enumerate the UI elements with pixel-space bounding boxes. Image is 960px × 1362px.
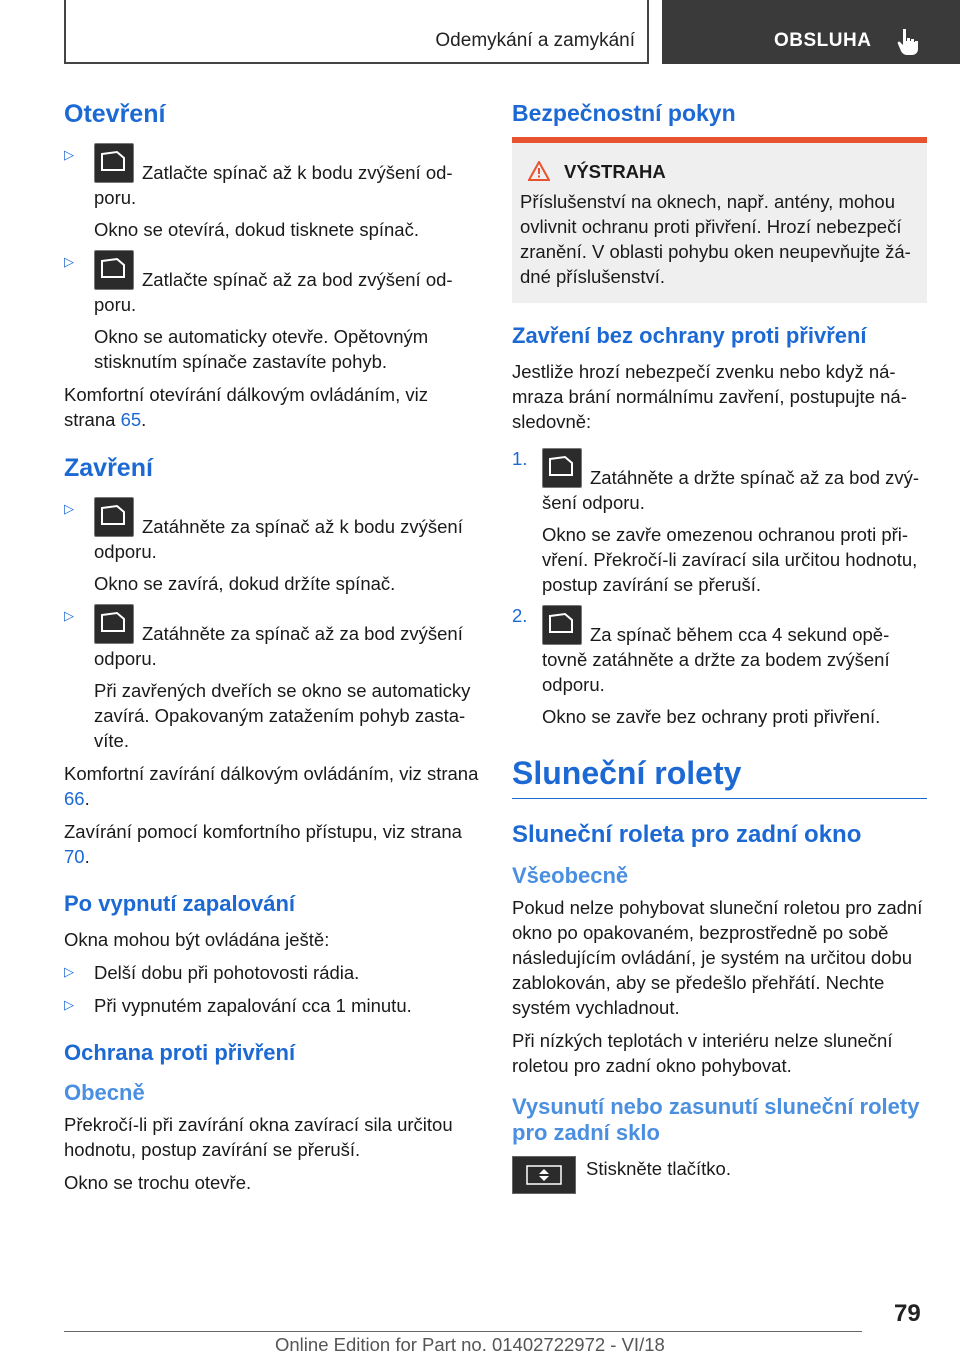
page-link-65[interactable]: 65 <box>120 409 142 430</box>
subheading-general: Obecně <box>64 1080 145 1105</box>
close-remote-text: Komfortní zavírání dálkovým ovládáním, viz strana <box>64 763 479 784</box>
subheading-general-blind: Všeobecně <box>512 863 629 888</box>
window-switch-icon <box>94 143 134 183</box>
warning-text: Příslušenství na oknech, např. antény, mohou ovlivnit ochranu proti přivření. Hrozí nebezpečí zranění. V oblasti pohybu oken neupevňujte žádné příslušenství. <box>520 191 911 287</box>
triangle-bullet-icon: ▷ <box>64 608 74 623</box>
heading-safety: Bezpečnostní pokyn <box>512 100 736 126</box>
open-step-1: Zatlačte spínač až k bodu zvýšení odporu. <box>94 162 453 208</box>
close-step-2: Zatáhněte za spínač až za bod zvýšení odporu. <box>94 623 463 669</box>
warning-title: VÝSTRAHA <box>564 161 666 182</box>
ignition-item-1: Delší dobu při pohotovosti rádia. <box>94 962 360 983</box>
press-button-text: Stiskněte tlačítko. <box>586 1158 731 1179</box>
window-switch-icon <box>94 497 134 537</box>
pointing-hand-icon <box>894 26 924 56</box>
warning-triangle-icon <box>528 161 550 181</box>
right-column <box>512 100 927 1202</box>
close-step-1: Zatáhněte za spínač až k bodu zvýšení odporu. <box>94 516 463 562</box>
no-pinch-step-1: Zatáhněte a držte spínač až za bod zvýšení odporu. <box>542 467 920 513</box>
no-pinch-step-1-note: Okno se zavře omezenou ochranou proti přivření. Překročí-li zavírací sila určitou hodnotu, postup zavírání se přeruší. <box>542 524 918 595</box>
triangle-bullet-icon: ▷ <box>64 147 74 162</box>
blind-text-1: Pokud nelze pohybovat sluneční roletou pro zadní okno po opakovaném, bezprostředně po sobě následujícím ovládání, je systém na určitou dobu zablokován, aby se předešlo přehřátí. Nechte systém vychladnout. <box>512 897 923 1018</box>
open-step-1-note: Okno se otevírá, dokud tisknete spínač. <box>94 219 419 240</box>
list-item <box>64 604 479 753</box>
footer-edition: Online Edition for Part no. 01402722972 - VI/18 <box>275 1334 665 1355</box>
open-remote-text: Komfortní otevírání dálkovým ovládáním, viz strana <box>64 384 428 430</box>
page-link-66[interactable]: 66 <box>64 788 85 809</box>
pinch-text-2: Okno se trochu otevře. <box>64 1172 252 1193</box>
heading-sun-blinds: Sluneční rolety <box>512 755 742 791</box>
header-section-title: OBSLUHA <box>774 30 872 51</box>
header-chapter-box <box>64 0 649 64</box>
window-switch-icon <box>94 250 134 290</box>
page-link-70[interactable]: 70 <box>64 846 85 867</box>
ignition-item-2: Při vypnutém zapalování cca 1 minutu. <box>94 995 412 1016</box>
triangle-bullet-icon: ▷ <box>64 997 74 1012</box>
window-switch-icon <box>542 448 582 488</box>
heading-rear-blind: Sluneční roleta pro zadní okno <box>512 821 862 848</box>
list-item <box>512 448 927 597</box>
no-pinch-step-2: Za spínač během cca 4 sekund opětovně zatáhněte a držte za bodem zvýšení odporu. <box>542 624 890 695</box>
heading-open: Otevření <box>64 100 166 128</box>
heading-extend-blind: Vysunutí nebo zasunutí sluneční rolety pro zadní sklo <box>512 1094 920 1145</box>
no-pinch-step-2-note: Okno se zavře bez ochrany proti přivření. <box>542 706 881 727</box>
heading-pinch: Ochrana proti přivření <box>64 1040 296 1065</box>
triangle-bullet-icon: ▷ <box>64 254 74 269</box>
close-step-1-note: Okno se zavírá, dokud držíte spínač. <box>94 573 396 594</box>
step-number: 1. <box>512 448 528 469</box>
heading-no-pinch: Zavření bez ochrany proti přivření <box>512 323 867 348</box>
warning-box <box>512 137 927 303</box>
step-number: 2. <box>512 605 528 626</box>
list-item <box>64 143 479 242</box>
footer-rule <box>64 1331 862 1332</box>
heading-close: Zavření <box>64 454 153 482</box>
list-item <box>64 250 479 374</box>
left-column: Otevření ▷ Zatlačte spínač až k bodu zvýšení odporu. Okno se otevírá, dokud tisknete spínač. ▷ Zatlačte spínač až za bod zvýšení odporu. Okno se automaticky otevře. Opětovným stisknutím spínače zastavíte pohyb. Komfortní otevírání dálkovým ovládáním, viz strana 65. Zavření ▷ Zatáhněte za spínač až k bodu zvýšení odporu. Okno se zavírá, dokud držíte spínač. ▷ Zatáhněte za spínač až za bod zvýšení odporu. Při zavřených dveřích se okno se automaticky zavírá. Opakovaným zatažením pohyb zastavíte. Komfortní zavírání dálkovým ovládáním, viz strana 66. Zavírání pomocí komfortního přístupu, viz strana 70. Po vypnutí zapalování Okna mohou být ovládána ještě: ▷ Delší dobu při pohotovosti rádia. ▷ Při vypnutém zapalování cca 1 minutu. Ochrana proti přivření Obecně Překročí-li při zavírání okna zavírací sila určitou hodnotu, postup zavírání se přeruší. Okno se trochu otevře. <box>64 100 479 1193</box>
window-switch-icon <box>542 605 582 645</box>
triangle-bullet-icon: ▷ <box>64 501 74 516</box>
section-rule <box>512 755 927 799</box>
sunblind-button-icon <box>512 1156 576 1194</box>
window-switch-icon <box>94 604 134 644</box>
list-item <box>64 993 479 1018</box>
page-number: 79 <box>894 1300 921 1327</box>
ignition-intro: Okna mohou být ovládána ještě: <box>64 929 330 950</box>
no-pinch-intro: Jestliže hrozí nebezpečí zvenku nebo když námraza brání normálnímu zavření, postupujte následovně: <box>512 361 907 432</box>
list-item <box>512 605 927 729</box>
pinch-text-1: Překročí-li při zavírání okna zavírací sila určitou hodnotu, postup zavírání se přeruší. <box>64 1114 453 1160</box>
header-chapter-title: Odemykání a zamykání <box>435 30 635 51</box>
list-item <box>64 960 479 985</box>
header-section-box <box>662 0 960 64</box>
list-item <box>64 497 479 596</box>
close-access-text: Zavírání pomocí komfortního přístupu, viz strana <box>64 821 462 842</box>
open-step-2: Zatlačte spínač až za bod zvýšení odporu. <box>94 269 453 315</box>
triangle-bullet-icon: ▷ <box>64 964 74 979</box>
open-step-2-note: Okno se automaticky otevře. Opětovným stisknutím spínače zastavíte pohyb. <box>94 326 429 372</box>
close-step-2-note: Při zavřených dveřích se okno se automaticky zavírá. Opakovaným zatažením pohyb zastavíte. <box>94 680 471 751</box>
heading-ignition: Po vypnutí zapalování <box>64 891 296 916</box>
blind-text-2: Při nízkých teplotách v interiéru nelze sluneční roletou pro zadní okno pohybovat. <box>512 1030 893 1076</box>
